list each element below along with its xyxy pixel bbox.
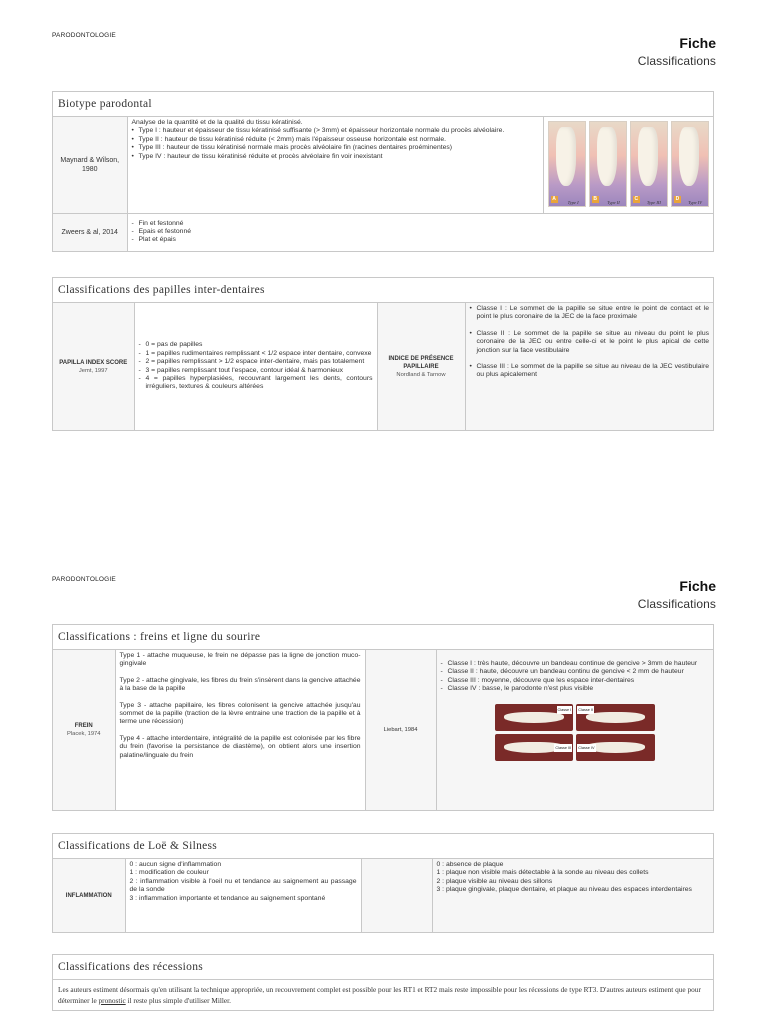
- zweers-label: Zweers & al, 2014: [53, 213, 127, 251]
- inflammation-scores: [125, 859, 361, 932]
- score-line: 0 : absence de plaque: [436, 861, 504, 868]
- frein-types: [115, 650, 365, 810]
- smile-label: Classe IV: [577, 744, 595, 752]
- score-line: 2 : inflammation visible à l'oeil nu et tendance au saignement au passage de la sonde: [129, 877, 357, 894]
- list-item: - Classe I : très haute, découvre un bandeau continue de gencive > 3mm de hauteur: [441, 660, 710, 668]
- list-item: • Type III : hauteur de tissu kératinisé normale mais procès alvéolaire fin (racines dentaires proéminentes): [132, 144, 539, 152]
- page2-header-subtitle: Classifications: [637, 597, 716, 611]
- figure-tag: D: [675, 196, 680, 202]
- table-row: [53, 859, 713, 932]
- frein-author: Placek, 1974: [66, 731, 101, 737]
- smile-photo: [576, 704, 655, 731]
- biotype-box: [52, 91, 714, 252]
- frein-type: Type 3 - attache papillaire, les fibres colonisent la gencive attachée jusqu'au sommet de la papille (traction de la lèvre entraine une traction de la papille et à terme une récession): [119, 701, 361, 726]
- smile-photo: [495, 734, 574, 761]
- figure-caption: Type IV: [688, 199, 702, 205]
- list-item: • Type I : hauteur et épaisseur de tissu kératinisé suffisante (> 3mm) et épaisseur horizontale normale du procès alvéolaire.: [132, 127, 539, 135]
- list-item: - 2 = papilles remplissant > 1/2 espace inter-dentaire, mais pas totalement: [139, 358, 373, 366]
- list-item: - Classe IV : basse, le parodonte n'est plus visible: [441, 685, 710, 693]
- loe-silness-table: [53, 859, 713, 932]
- page2-header-title: Fiche: [679, 578, 716, 594]
- figure-tag: C: [634, 196, 639, 202]
- list-item: - Classe III : moyenne, découvre que les espace inter-dentaires: [441, 677, 710, 685]
- smile-line-list: [441, 660, 710, 694]
- list-item: - Classe II : haute, découvre un bandeau continu de gencive < 2 mm de hauteur: [441, 668, 710, 676]
- loe-silness-title: Classifications de Loë & Silness: [53, 834, 713, 859]
- presence-index-list: [470, 305, 710, 380]
- score-line: 3 : inflammation importante et tendance au saignement spontané: [129, 894, 326, 902]
- papilles-box: [52, 277, 714, 431]
- list-item: - Plat et épais: [132, 236, 710, 244]
- plaque-label-cell: [361, 859, 432, 932]
- tooth-figure: [671, 121, 709, 207]
- smile-line-classes: [436, 650, 713, 810]
- frein-type: Type 4 - attache interdentaire, intégralité de la papille est colonisée par les fibre du frein (favorise la persistance de diastème), on obtient alors une insertion palatine/linguale du frein: [119, 734, 361, 759]
- frein-type: Type 2 - attache gingivale, les fibres du frein s'insèrent dans la gencive attachée à la base de la papille: [119, 676, 361, 693]
- maynard-intro: Analyse de la quantité et de la qualité du tissu kératinisé.: [131, 119, 303, 126]
- maynard-list: [132, 127, 539, 161]
- smile-label: Classe III: [554, 744, 572, 752]
- smile-label: Classe I: [557, 706, 573, 714]
- list-item: • Type IV : hauteur de tissu kératinisé réduite et procès alvéolaire fin voir inexistant: [132, 153, 539, 161]
- smile-photo: [495, 704, 574, 731]
- recessions-text: [53, 980, 713, 1010]
- liebart-label: Liebart, 1984: [365, 650, 436, 810]
- presence-index-label: [377, 303, 465, 430]
- biotype-table: [53, 117, 713, 251]
- tooth-figure: [630, 121, 668, 207]
- papilla-index-label: [53, 303, 134, 430]
- biotype-figure: [548, 121, 710, 207]
- figure-tag: A: [552, 196, 556, 202]
- recessions-title: Classifications des récessions: [53, 955, 713, 980]
- list-item: • Classe I : Le sommet de la papille se situe entre le point de contact et le point le plus coronaire de la JEC de la face proximale: [470, 305, 710, 322]
- zweers-description: [127, 213, 713, 251]
- page1-header-title: Fiche: [679, 35, 716, 51]
- score-line: 0 : aucun signe d'inflammation: [129, 861, 222, 868]
- score-line: 1 : modification de couleur: [129, 869, 209, 877]
- list-item: - 0 = pas de papilles: [139, 341, 373, 349]
- score-line: 1 : plaque non visible mais détectable à la sonde au niveau des collets: [436, 869, 649, 877]
- score-line: 2 : plaque visible au niveau des sillons: [436, 877, 553, 885]
- papilla-index-list: [139, 341, 373, 391]
- table-row: [53, 213, 713, 251]
- list-item: - Epais et festonné: [132, 228, 710, 236]
- plaque-scores: [432, 859, 713, 932]
- frein-label: [53, 650, 115, 810]
- smile-label: Classe II: [577, 706, 594, 714]
- smile-photo: [576, 734, 655, 761]
- score-line: 3 : plaque gingivale, plaque dentaire, et plaque au niveau des espaces interdentaires: [436, 886, 692, 894]
- recessions-text-start: Les auteurs estiment désormais qu'en utilisant la technique appropriée, un recouvrement complet est possible pour les RT1 et RT2 mais reste impossible pour les récessions de type RT3. D'autres auteurs estiment que pour déterminer le: [58, 985, 701, 1005]
- recessions-text-underlined: pronostic: [98, 996, 126, 1005]
- frein-title: FREIN: [74, 723, 93, 729]
- presence-index-author: Nordland & Tarnow: [396, 371, 446, 378]
- table-row: [53, 650, 713, 810]
- maynard-label: Maynard & Wilson, 1980: [53, 117, 127, 213]
- papilla-index-title: PAPILLA INDEX SCORE: [59, 359, 128, 366]
- frein-type: Type 1 - attache muqueuse, le frein ne dépasse pas la ligne de jonction muco-gingivale: [119, 652, 361, 668]
- tooth-figure: [589, 121, 627, 207]
- biotype-figure-cell: [543, 117, 713, 213]
- papilles-table: [53, 303, 713, 430]
- list-item: • Classe II : Le sommet de la papille se situe au niveau du point le plus coronaire de la JEC ou entre celle-ci et le point le plus apical de cette jonction sur la face vestibulaire: [470, 330, 710, 355]
- zweers-list: [132, 220, 710, 245]
- recessions-box: [52, 954, 714, 1011]
- table-row: [53, 117, 713, 213]
- recessions-text-end: il reste plus simple d'utiliser Miller.: [125, 996, 231, 1005]
- list-item: - 1 = papilles rudimentaires remplissant < 1/2 espace inter dentaire, convexe: [139, 350, 373, 358]
- page1-header-section: PARODONTOLOGIE: [52, 32, 116, 39]
- list-item: • Type II : hauteur de tissu kératinisé réduite (< 2mm) mais l'épaisseur osseuse horizontale est normale.: [132, 136, 539, 144]
- figure-caption: Type I: [567, 199, 579, 205]
- table-row: [53, 303, 713, 430]
- figure-caption: Type II: [607, 199, 620, 205]
- list-item: - Fin et festonné: [132, 220, 710, 228]
- presence-index-classes: [465, 303, 713, 430]
- maynard-description: [127, 117, 543, 213]
- freins-table: [53, 650, 713, 810]
- papilla-index-author: Jemt, 1997: [78, 367, 108, 374]
- inflammation-label: INFLAMMATION: [53, 859, 125, 932]
- loe-silness-box: [52, 833, 714, 933]
- papilles-title: Classifications des papilles inter-dentaires: [53, 278, 713, 303]
- papilla-index-scores: [134, 303, 377, 430]
- smile-photos: [495, 704, 655, 761]
- figure-caption: Type III: [646, 199, 661, 205]
- list-item: - 3 = papilles remplissant tout l'espace, contour idéal & harmonieux: [139, 367, 373, 375]
- tooth-figure: [548, 121, 586, 207]
- list-item: - 4 = papilles hyperplasiées, recouvrant largement les dents, contours irréguliers, textures & couleurs altérées: [139, 375, 373, 392]
- freins-title: Classifications : freins et ligne du sourire: [53, 625, 713, 650]
- biotype-title: Biotype parodontal: [53, 92, 713, 117]
- figure-tag: B: [593, 196, 597, 202]
- freins-box: [52, 624, 714, 811]
- page2-header-section: PARODONTOLOGIE: [52, 576, 116, 583]
- page1-header-subtitle: Classifications: [637, 54, 716, 68]
- list-item: • Classe III : Le sommet de la papille se situe au niveau de la JEC vestibulaire ou plus apicalement: [470, 363, 710, 380]
- presence-index-title: INDICE DE PRÉSENCE PAPILLAIRE: [388, 355, 454, 370]
